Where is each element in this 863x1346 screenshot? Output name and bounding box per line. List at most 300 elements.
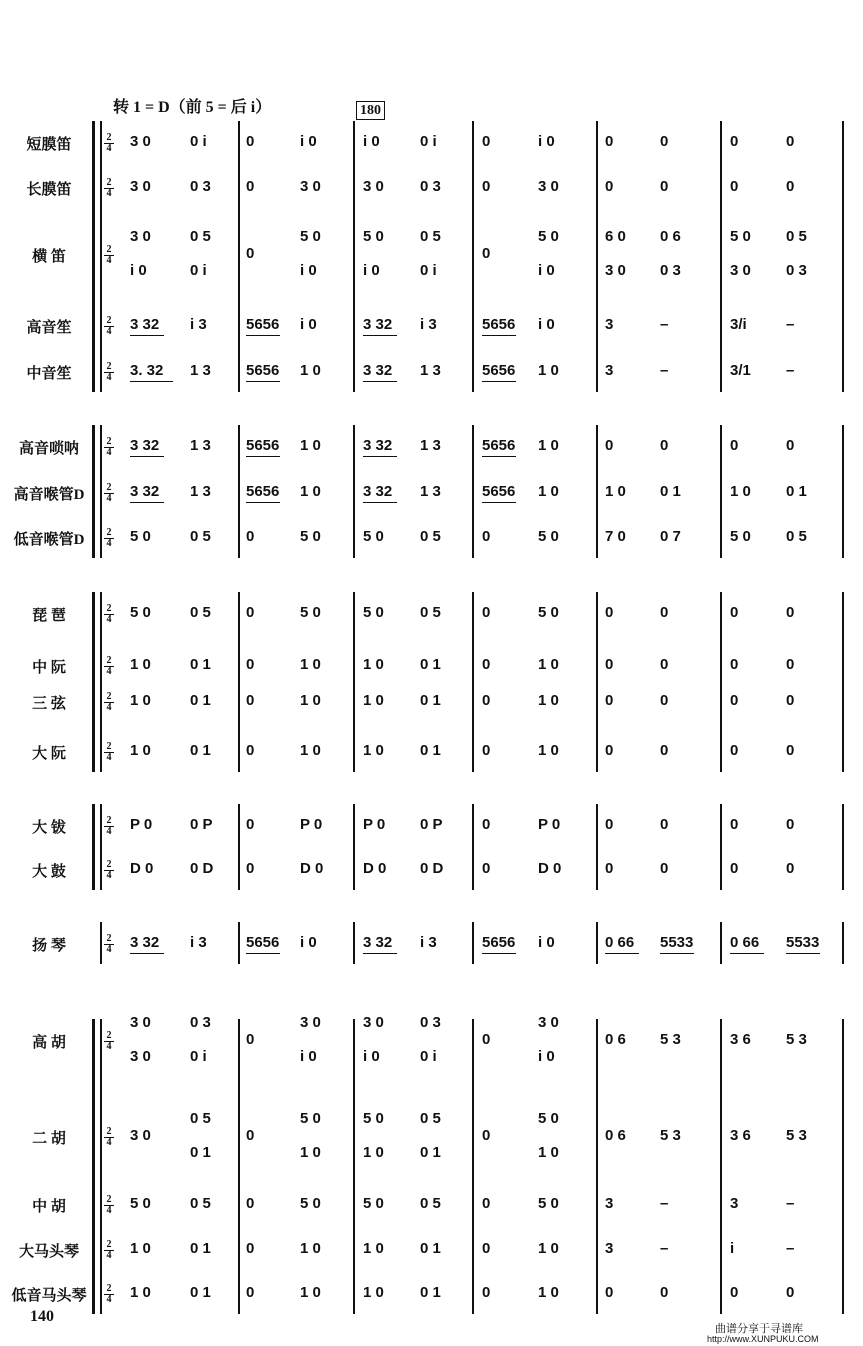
watermark-url: http://www.XUNPUKU.COM [707,1334,819,1344]
note-cell: 1 0 [300,362,321,379]
beam-underline [363,335,397,336]
instrument-name: 低音马头琴 [11,1288,87,1304]
time-signature [104,245,114,266]
note-cell: 0 [786,178,795,195]
instrument-name: 高音唢呐 [18,441,79,457]
note-cell: 5656 [482,316,516,333]
time-signature [104,437,114,458]
note-cell: 0 3 [420,1014,441,1031]
time-signature-top: 2 [104,362,114,373]
note-cell: 0 [730,437,739,454]
bar-line [596,121,598,392]
beam-underline [730,953,764,954]
time-signature [104,860,114,881]
note-cell: 1 0 [130,1284,151,1301]
note-cell: 3 0 [538,178,559,195]
note-cell: 0 [482,178,491,195]
beam-underline [246,953,280,954]
instrument-name: 高音笙 [26,320,72,336]
bar-line [842,922,844,964]
note-cell: 0 [660,437,669,454]
note-cell: 1 0 [300,692,321,709]
note-cell: 0 5 [420,1195,441,1212]
note-cell: 0 [730,742,739,759]
beam-underline [605,953,639,954]
note-cell: 7 0 [605,528,626,545]
time-signature-top: 2 [104,1031,114,1042]
bar-line [353,425,355,558]
beam-underline [130,953,164,954]
note-cell: 0 [605,178,614,195]
bar-line [720,804,722,890]
page-number: 140 [30,1308,54,1325]
note-cell: 0 [246,133,255,150]
note-cell: 0 [246,692,255,709]
note-cell: 0 [246,816,255,833]
note-cell: 0 5 [190,528,211,545]
time-signature-bottom: 4 [106,143,112,154]
beam-underline [130,381,173,382]
time-signature-top: 2 [104,816,114,827]
time-signature [104,483,114,504]
note-cell: D 0 [538,860,562,877]
note-cell: 5 0 [730,228,751,245]
note-cell: 3 32 [363,934,393,951]
note-cell: 1 0 [538,1284,559,1301]
bar-line [472,922,474,964]
time-signature-top: 2 [104,133,114,144]
note-cell: 0 [482,656,491,673]
note-cell: 0 5 [420,604,441,621]
bar-line [238,121,240,392]
note-cell: 1 0 [363,1144,384,1161]
beam-underline [130,335,164,336]
note-cell: 3 [605,1195,614,1212]
note-cell: 3 0 [300,178,321,195]
note-cell: 0 5 [420,228,441,245]
time-signature-bottom: 4 [106,666,112,677]
note-cell: 0 i [190,1048,207,1065]
time-signature-top: 2 [104,1195,114,1206]
note-cell: 1 0 [300,742,321,759]
time-signature-bottom: 4 [106,614,112,625]
note-cell: 3 32 [363,437,393,454]
note-cell: 5533 [660,934,694,951]
note-cell: 1 0 [300,1284,321,1301]
bar-line [842,1019,844,1314]
bar-line [472,1019,474,1314]
note-cell: 0 5 [190,1110,211,1127]
system-start-line [100,1019,102,1314]
note-cell: 1 0 [130,692,151,709]
instrument-name: 高 胡 [32,1035,66,1051]
bar-line [596,1019,598,1314]
note-cell: – [786,1240,795,1257]
bar-line [353,804,355,890]
note-cell: i 0 [300,262,317,279]
note-cell: 0 6 [605,1031,626,1048]
note-cell: 0 [482,528,491,545]
note-cell: 1 0 [363,1240,384,1257]
note-cell: – [786,1195,795,1212]
note-cell: 0 [246,1031,255,1048]
note-cell: 3 6 [730,1127,751,1144]
note-cell: 0 5 [420,528,441,545]
group-bracket [92,1019,99,1314]
time-signature-bottom: 4 [106,255,112,266]
note-cell: 1 3 [190,483,211,500]
note-cell: i 0 [300,316,317,333]
time-signature-bottom: 4 [106,870,112,881]
note-cell: 5656 [482,362,516,379]
note-cell: 0 5 [190,1195,211,1212]
instrument-name: 扬 琴 [32,938,66,954]
instrument-name: 二 胡 [32,1131,66,1147]
note-cell: – [660,362,669,379]
time-signature [104,1284,114,1305]
note-cell: 0 66 [730,934,760,951]
bar-line [596,922,598,964]
time-signature-bottom: 4 [106,702,112,713]
note-cell: 1 0 [300,1240,321,1257]
note-cell: 0 i [420,133,437,150]
note-cell: 0 [605,816,614,833]
time-signature [104,934,114,955]
note-cell: 0 [660,860,669,877]
note-cell: 3 32 [130,316,160,333]
note-cell: 0 [730,178,739,195]
note-cell: 0 [482,742,491,759]
bar-line [353,1019,355,1314]
note-cell: 0 [246,245,255,262]
bar-line [353,922,355,964]
note-cell: 0 [246,604,255,621]
note-cell: 1 0 [300,437,321,454]
time-signature-top: 2 [104,437,114,448]
note-cell: 5 0 [363,604,384,621]
note-cell: – [786,362,795,379]
note-cell: 0 1 [420,656,441,673]
time-signature-bottom: 4 [106,538,112,549]
note-cell: 0 [605,742,614,759]
note-cell: i 3 [420,934,437,951]
note-cell: 1 0 [538,483,559,500]
note-cell: 0 [786,742,795,759]
note-cell: 3 [730,1195,739,1212]
note-cell: 1 0 [363,1284,384,1301]
note-cell: 0 [730,133,739,150]
note-cell: 5 0 [130,1195,151,1212]
time-signature [104,1127,114,1148]
time-signature [104,1031,114,1052]
note-cell: 0 1 [420,1144,441,1161]
note-cell: 0 [730,604,739,621]
note-cell: 1 3 [420,362,441,379]
note-cell: i 3 [190,934,207,951]
time-signature-bottom: 4 [106,1294,112,1305]
note-cell: 5656 [482,437,516,454]
time-signature-bottom: 4 [106,826,112,837]
bar-line [596,804,598,890]
time-signature [104,656,114,677]
note-cell: i 0 [538,1048,555,1065]
note-cell: 0 i [420,262,437,279]
system-start-line [100,592,102,772]
instrument-name: 三 弦 [32,696,66,712]
note-cell: 1 3 [190,437,211,454]
note-cell: – [660,1195,669,1212]
note-cell: 0 [730,816,739,833]
note-cell: 0 1 [190,692,211,709]
note-cell: 3 0 [363,178,384,195]
beam-underline [363,502,397,503]
note-cell: 5533 [786,934,820,951]
beam-underline [246,381,280,382]
note-cell: 0 [246,742,255,759]
bar-line [238,922,240,964]
note-cell: 5 0 [538,604,559,621]
note-cell: 5 0 [130,528,151,545]
bar-line [842,121,844,392]
instrument-name: 大 钹 [32,820,66,836]
instrument-name: 大 阮 [32,746,66,762]
note-cell: 3 0 [130,1048,151,1065]
note-cell: D 0 [363,860,387,877]
note-cell: – [660,316,669,333]
bar-line [472,121,474,392]
time-signature [104,604,114,625]
system-start-line [100,804,102,890]
instrument-name: 大马头琴 [18,1244,79,1260]
note-cell: 1 0 [130,742,151,759]
note-cell: 0 6 [660,228,681,245]
bar-line [842,425,844,558]
bar-line [353,121,355,392]
note-cell: 3 0 [730,262,751,279]
time-signature [104,528,114,549]
bar-line [472,592,474,772]
time-signature-top: 2 [104,483,114,494]
instrument-name: 短膜笛 [26,137,72,153]
time-signature-top: 2 [104,692,114,703]
note-cell: 0 [246,1284,255,1301]
note-cell: 3 32 [363,316,393,333]
instrument-name: 横 笛 [32,249,66,265]
note-cell: 1 0 [363,656,384,673]
note-cell: 5656 [246,437,280,454]
instrument-name: 中 阮 [32,660,66,676]
note-cell: 0 7 [660,528,681,545]
note-cell: 1 0 [300,656,321,673]
instrument-name: 中音笙 [26,366,72,382]
note-cell: 3 0 [300,1014,321,1031]
time-signature-top: 2 [104,316,114,327]
instrument-name: 大 鼓 [32,864,66,880]
note-cell: 0 [605,437,614,454]
beam-underline [130,502,164,503]
time-signature-bottom: 4 [106,372,112,383]
bar-line [720,425,722,558]
note-cell: 5 0 [300,228,321,245]
note-cell: 0 [246,528,255,545]
note-cell: i 3 [420,316,437,333]
note-cell: 3 32 [130,483,160,500]
note-cell: 0 [786,133,795,150]
note-cell: 0 [605,860,614,877]
note-cell: 1 0 [363,742,384,759]
note-cell: 0 1 [190,1144,211,1161]
note-cell: 0 [786,860,795,877]
system-start-line [100,121,102,392]
time-signature-top: 2 [104,656,114,667]
note-cell: 5656 [482,934,516,951]
time-signature [104,133,114,154]
note-cell: 5656 [246,934,280,951]
note-cell: 0 i [420,1048,437,1065]
note-cell: 5 3 [786,1031,807,1048]
time-signature-top: 2 [104,1284,114,1295]
note-cell: 1 0 [363,692,384,709]
note-cell: 5 3 [660,1031,681,1048]
note-cell: i 0 [538,934,555,951]
note-cell: 3 [605,1240,614,1257]
bar-line [353,592,355,772]
note-cell: 0 [482,816,491,833]
note-cell: 3 32 [363,483,393,500]
note-cell: 3 32 [363,362,393,379]
note-cell: 0 1 [420,742,441,759]
time-signature-bottom: 4 [106,1205,112,1216]
note-cell: D 0 [300,860,324,877]
note-cell: – [660,1240,669,1257]
note-cell: 1 3 [190,362,211,379]
note-cell: i 3 [190,316,207,333]
note-cell: 0 [730,860,739,877]
note-cell: 3 0 [363,1014,384,1031]
watermark-text: 曲谱分享于寻谱库 [715,1323,803,1335]
time-signature-top: 2 [104,604,114,615]
note-cell: 5656 [482,483,516,500]
beam-underline [482,335,516,336]
note-cell: 0 [482,1284,491,1301]
time-signature-top: 2 [104,1240,114,1251]
note-cell: 0 [730,1284,739,1301]
note-cell: 5 0 [538,1195,559,1212]
note-cell: 0 [605,692,614,709]
note-cell: 0 [786,1284,795,1301]
note-cell: 0 1 [660,483,681,500]
note-cell: 1 0 [300,1144,321,1161]
time-signature [104,1240,114,1261]
note-cell: 0 5 [190,228,211,245]
note-cell: 0 [482,692,491,709]
note-cell: 1 0 [538,1144,559,1161]
bar-line [720,922,722,964]
note-cell: 5 0 [300,528,321,545]
note-cell: 1 0 [130,1240,151,1257]
note-cell: 1 0 [605,483,626,500]
bar-line [472,804,474,890]
time-signature-bottom: 4 [106,493,112,504]
bar-line [238,425,240,558]
note-cell: 0 3 [786,262,807,279]
bar-line [238,804,240,890]
note-cell: 0 1 [420,1284,441,1301]
note-cell: 0 5 [420,1110,441,1127]
time-signature-bottom: 4 [106,1250,112,1261]
time-signature-top: 2 [104,1127,114,1138]
note-cell: 0 1 [420,692,441,709]
time-signature-top: 2 [104,178,114,189]
note-cell: 0 [482,860,491,877]
note-cell: 0 1 [786,483,807,500]
note-cell: 0 D [190,860,214,877]
note-cell: 0 [246,860,255,877]
note-cell: 0 [786,604,795,621]
note-cell: i [730,1240,735,1257]
note-cell: 0 [660,742,669,759]
note-cell: i 0 [300,1048,317,1065]
note-cell: 5656 [246,316,280,333]
note-cell: 0 P [420,816,443,833]
note-cell: 0 [482,604,491,621]
key-change-label: 转 1 = D（前 5 = 后 i） [113,99,272,116]
note-cell: i 0 [300,133,317,150]
note-cell: 0 [786,656,795,673]
note-cell: 1 3 [420,437,441,454]
note-cell: 5 0 [300,1110,321,1127]
beam-underline [363,953,397,954]
note-cell: 5 0 [363,1110,384,1127]
note-cell: 3 [605,362,614,379]
bar-line [842,804,844,890]
note-cell: 0 [482,1240,491,1257]
note-cell: i 0 [363,133,380,150]
time-signature-bottom: 4 [106,752,112,763]
note-cell: 0 [660,604,669,621]
note-cell: 5 0 [538,528,559,545]
note-cell: 0 [660,816,669,833]
time-signature [104,692,114,713]
beam-underline [246,335,280,336]
time-signature-top: 2 [104,934,114,945]
time-signature [104,178,114,199]
note-cell: 1 0 [300,483,321,500]
time-signature [104,742,114,763]
instrument-name: 中 胡 [32,1199,66,1215]
note-cell: 1 0 [538,362,559,379]
time-signature-bottom: 4 [106,188,112,199]
time-signature-top: 2 [104,245,114,256]
time-signature [104,1195,114,1216]
bar-line [472,425,474,558]
note-cell: 0 [786,816,795,833]
note-cell: 0 [605,1284,614,1301]
note-cell: 0 5 [190,604,211,621]
note-cell: 0 [246,1195,255,1212]
note-cell: 0 [660,692,669,709]
beam-underline [246,502,280,503]
beam-underline [130,456,164,457]
bar-line [720,592,722,772]
note-cell: 1 0 [538,656,559,673]
note-cell: i 0 [300,934,317,951]
note-cell: 5 0 [363,228,384,245]
instrument-name: 长膜笛 [26,182,72,198]
note-cell: i 0 [130,262,147,279]
note-cell: 0 6 [605,1127,626,1144]
system-start-line [100,425,102,558]
